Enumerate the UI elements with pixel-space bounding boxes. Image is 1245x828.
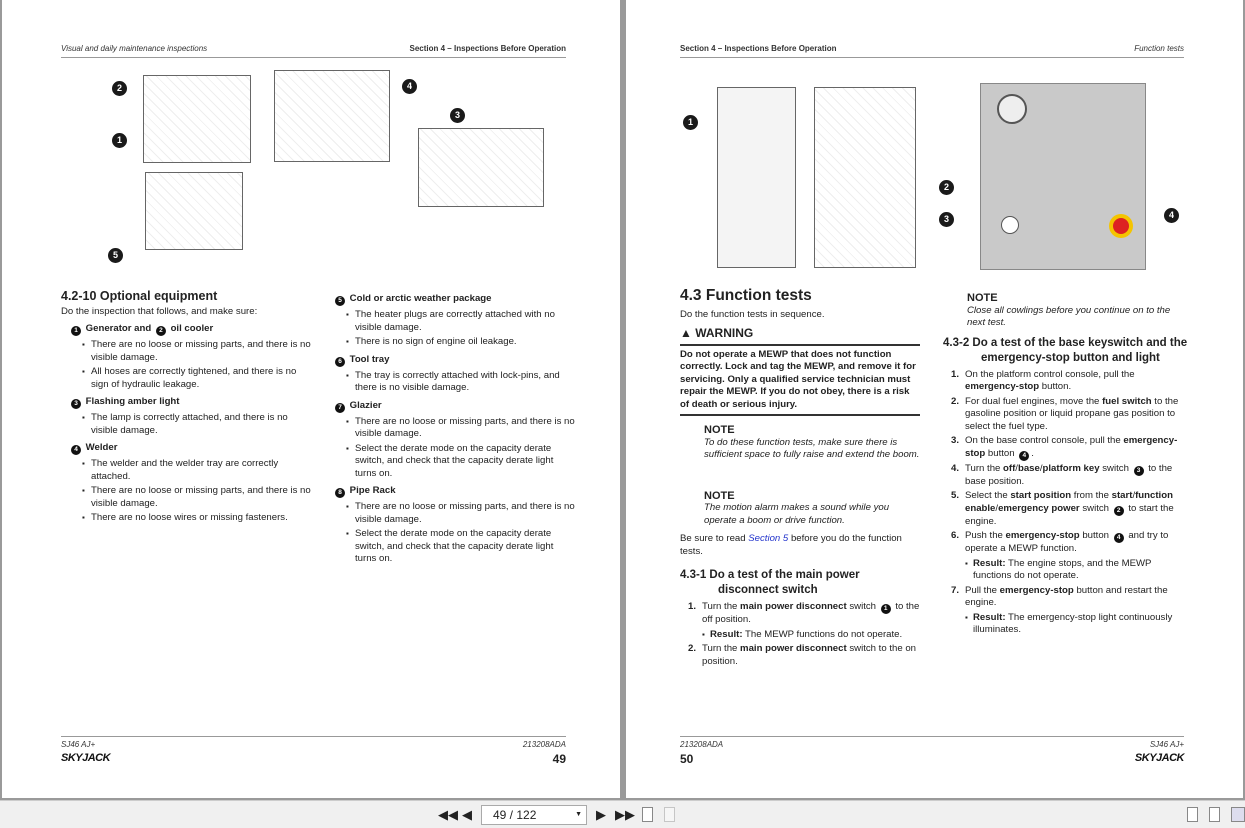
callout-badge: 4 xyxy=(1019,451,1029,461)
text-segment: to the base position. xyxy=(965,462,1173,487)
warning-heading xyxy=(680,327,920,340)
footer-rule xyxy=(680,736,1184,737)
viewer-toolbar xyxy=(0,800,1245,828)
text-segment: to the off position. xyxy=(702,601,920,625)
equipment-group-title xyxy=(333,354,575,367)
callout-badge: 3 xyxy=(450,108,465,123)
section-5-link[interactable]: Section 5 xyxy=(748,533,789,544)
welder-illustration xyxy=(145,172,243,250)
bold-text: Generator and xyxy=(83,323,154,334)
text-segment: to start the engine. xyxy=(965,502,1174,527)
subsection-title: 4.3-2 Do a test of the base keyswitch and the emergency-stop button and light xyxy=(943,336,1188,364)
bold-text: start position xyxy=(1010,490,1072,501)
left-column-2 xyxy=(325,288,575,568)
callout-badge: 4 xyxy=(71,445,81,455)
skyjack-logo: SKYJACK xyxy=(1134,752,1184,764)
bold-text: platform key xyxy=(1042,462,1100,474)
text-segment: switch xyxy=(846,601,879,612)
step-item xyxy=(943,463,1188,489)
continuous-view-icon[interactable] xyxy=(1209,807,1220,822)
hour-meter-icon xyxy=(997,94,1027,124)
step-item xyxy=(680,643,920,668)
page-49 xyxy=(2,0,620,798)
text-segment: The engine stops, and the MEWP functions do not operate. xyxy=(973,557,1152,581)
read-section-paragraph xyxy=(680,533,920,558)
callout-badge: 4 xyxy=(1164,208,1179,223)
equipment-groups xyxy=(325,293,575,566)
equipment-group-title xyxy=(69,323,311,336)
text-segment: / xyxy=(1132,490,1136,501)
equipment-group-title xyxy=(333,400,575,413)
generator-illustration xyxy=(143,75,251,163)
footer-doc-code: 213208ADA xyxy=(680,740,724,749)
text-segment: switch to the on position. xyxy=(702,643,916,667)
note-box xyxy=(704,424,920,462)
note-label: NOTE xyxy=(704,489,735,502)
step-item xyxy=(943,585,1188,610)
left-column-1 xyxy=(61,290,311,527)
bullet-item: ▪ The lamp is correctly attached, and there is no visible damage. xyxy=(61,412,311,437)
callout-badge: 1 xyxy=(881,604,891,614)
equipment-group-title xyxy=(333,485,575,498)
note-label: NOTE xyxy=(704,424,735,436)
bold-text: main power disconnect xyxy=(740,601,847,612)
bold-text: emergency-stop xyxy=(965,381,1040,392)
bold-text: function enable xyxy=(965,490,1173,514)
text-segment: button xyxy=(985,447,1018,459)
bold-text: Result: xyxy=(710,628,743,640)
header-rule xyxy=(61,57,566,58)
bullet-item: ▪ There are no loose or missing parts, and there is no visible damage. xyxy=(325,501,575,526)
paste-page-icon[interactable] xyxy=(664,807,675,822)
text-segment: Be sure to read xyxy=(680,533,749,544)
footer-rule xyxy=(61,736,566,737)
bold-text: emergency-stop xyxy=(965,435,1178,459)
step-number: 5. xyxy=(951,490,960,501)
right-column-1 xyxy=(680,287,920,670)
skyjack-logo: SKYJACK xyxy=(61,752,111,764)
note-text: To do these function tests, make sure there is sufficient space to fully raise and extend the boom. xyxy=(704,436,920,460)
footer-model: SJ46 AJ+ xyxy=(61,740,96,749)
copy-page-icon[interactable] xyxy=(642,807,653,822)
bold-text: Tool tray xyxy=(347,353,390,365)
section-intro: Do the inspection that follows, and make sure: xyxy=(61,305,258,317)
step-item xyxy=(943,490,1188,528)
callout-badge: 2 xyxy=(1114,506,1124,516)
text-segment: button xyxy=(1079,530,1112,541)
engine-bay-illustration xyxy=(814,87,916,268)
equipment-groups xyxy=(61,323,311,525)
bold-text: Result: xyxy=(973,557,1006,569)
step-number: 4. xyxy=(951,462,960,474)
text-segment: switch xyxy=(1079,502,1112,514)
footer-model: SJ46 AJ+ xyxy=(1149,740,1184,749)
running-header-right: Section 4 – Inspections Before Operation xyxy=(409,44,566,53)
text-segment: Push the xyxy=(965,530,1006,541)
steps-list xyxy=(943,369,1188,637)
step-result xyxy=(680,629,920,642)
text-segment: to the gasoline position or liquid propane gas position to select the fuel type. xyxy=(965,395,1179,432)
callout-badge: 8 xyxy=(335,488,345,498)
step-number: 3. xyxy=(951,435,960,446)
warning-triangle-icon: ▲ xyxy=(680,326,696,340)
text-segment: and try to operate a MEWP function. xyxy=(965,530,1169,554)
footer-doc-code: 213208ADA xyxy=(522,740,566,749)
callout-badge: 7 xyxy=(335,403,345,413)
text-segment: button and restart the engine. xyxy=(965,584,1168,608)
bullet-item: ▪ There are no loose or missing parts, and there is no visible damage. xyxy=(61,485,311,510)
bold-text: emergency power xyxy=(998,502,1080,514)
text-segment: Select the xyxy=(965,490,1011,501)
keyswitch-icon xyxy=(1001,216,1019,234)
last-page-icon[interactable]: ▶▶ xyxy=(615,807,635,822)
bullet-item: ▪ There is no sign of engine oil leakage. xyxy=(325,336,575,349)
chevron-down-icon[interactable]: ▼ xyxy=(575,811,582,818)
step-number: 1. xyxy=(688,601,697,612)
callout-badge: 5 xyxy=(335,296,345,306)
bold-text: fuel switch xyxy=(1102,395,1152,407)
note-text: The motion alarm makes a sound while you operate a boom or drive function. xyxy=(704,502,890,526)
section-intro: Do the function tests in sequence. xyxy=(680,308,825,320)
bold-text: Flashing amber light xyxy=(83,396,180,407)
bold-text: main power disconnect xyxy=(740,643,847,654)
equipment-group-title xyxy=(333,293,575,306)
step-result xyxy=(943,558,1188,583)
callout-badge: 1 xyxy=(71,326,81,336)
page-number-value: 49 / 122 xyxy=(493,808,537,822)
equipment-group-title xyxy=(69,396,311,409)
callout-badge: 3 xyxy=(939,212,954,227)
section-title: 4.3 Function tests xyxy=(680,287,812,304)
step-item xyxy=(943,396,1188,434)
disconnect-switch-illustration xyxy=(717,87,796,268)
bullet-item: ▪ All hoses are correctly tightened, and there is no sign of hydraulic leakage. xyxy=(61,366,311,391)
callout-badge: 6 xyxy=(335,357,345,367)
text-segment: On the platform control console, pull the xyxy=(965,368,1135,380)
bullet-item: ▪ The welder and the welder tray are correctly attached. xyxy=(61,458,311,483)
callout-badge: 3 xyxy=(71,399,81,409)
text-segment: For dual fuel engines, move the xyxy=(965,395,1103,407)
callout-badge: 2 xyxy=(939,180,954,195)
callout-badge: 1 xyxy=(112,133,127,148)
bold-text: off xyxy=(1003,462,1016,474)
amber-light-illustration xyxy=(418,128,544,207)
two-page-view-icon[interactable] xyxy=(1231,807,1245,822)
bold-text: base xyxy=(1017,462,1040,474)
base-control-panel-illustration xyxy=(980,83,1146,270)
page-number: 49 xyxy=(552,752,566,766)
callout-badge: 1 xyxy=(683,115,698,130)
page-number-field[interactable] xyxy=(481,805,587,825)
callout-badge: 2 xyxy=(112,81,127,96)
warning-text: Do not operate a MEWP that does not function correctly. Lock and tag the MEWP, and remove it for servicing. Only a qualified service technician must repair the MEWP. If you do not obey, there is a risk of death or serious injury. xyxy=(680,344,920,417)
text-segment: Pull the xyxy=(965,584,1000,596)
text-segment: / xyxy=(1039,462,1043,474)
note-label: NOTE xyxy=(967,292,998,304)
bold-text: Cold or arctic weather package xyxy=(347,293,492,304)
step-number: 2. xyxy=(951,395,960,407)
section-title: 4.2-10 Optional equipment xyxy=(61,289,218,303)
step-item xyxy=(943,435,1188,461)
bullet-item: ▪ There are no loose or missing parts, and there is no visible damage. xyxy=(61,339,311,364)
step-item xyxy=(943,530,1188,556)
single-page-view-icon[interactable] xyxy=(1187,807,1198,822)
callout-badge: 3 xyxy=(1134,466,1144,476)
text-segment: button. xyxy=(1039,381,1072,392)
text-segment: switch xyxy=(1099,462,1132,474)
bullet-item: ▪ The heater plugs are correctly attached with no visible damage. xyxy=(325,309,575,334)
emergency-stop-icon xyxy=(1109,214,1133,238)
step-item xyxy=(943,369,1188,394)
bold-text: Result: xyxy=(973,611,1006,623)
running-header-left: Section 4 – Inspections Before Operation xyxy=(680,44,837,53)
text-segment: Turn the xyxy=(702,643,741,654)
callout-badge: 2 xyxy=(156,326,166,336)
step-number: 7. xyxy=(951,584,960,596)
bold-text: start xyxy=(1111,490,1133,501)
bullet-item: ▪ There are no loose wires or missing fasteners. xyxy=(61,512,311,525)
running-header-right: Function tests xyxy=(1134,44,1184,53)
right-column-2 xyxy=(943,292,1188,639)
text-segment: Turn the xyxy=(702,601,741,612)
first-page-icon[interactable]: ◀◀ xyxy=(438,807,458,822)
steps-list xyxy=(680,601,920,668)
callout-badge: 4 xyxy=(402,79,417,94)
bullet-item: ▪ The tray is correctly attached with lock-pins, and there is no visible damage. xyxy=(325,370,575,395)
bold-text: emergency-stop xyxy=(999,584,1074,596)
text-segment: The emergency-stop light continuously illuminates. xyxy=(973,611,1173,635)
bullet-item: ▪ Select the derate mode on the capacity derate switch, and check that the capacity derate light turns on. xyxy=(325,443,575,481)
text-segment: before you do the function tests. xyxy=(680,533,902,557)
bullet-item: ▪ Select the derate mode on the capacity derate switch, and check that the capacity derate light turns on. xyxy=(325,528,575,566)
page-50 xyxy=(626,0,1243,798)
bold-text: oil cooler xyxy=(167,323,214,334)
text-segment: / xyxy=(1015,462,1018,474)
text-segment: The MEWP functions do not operate. xyxy=(742,628,903,640)
running-header-left: Visual and daily maintenance inspections xyxy=(61,44,208,53)
callout-badge: 5 xyxy=(108,248,123,263)
page-number: 50 xyxy=(680,752,694,766)
text-segment: Turn the xyxy=(965,462,1004,474)
bold-text: Glazier xyxy=(347,399,382,411)
previous-page-icon[interactable]: ◀ xyxy=(462,807,472,822)
note-box xyxy=(967,292,1188,330)
equipment-group-title xyxy=(69,442,311,455)
step-item xyxy=(680,601,920,627)
header-rule xyxy=(680,57,1184,58)
note-text: Close all cowlings before you continue on to the next test. xyxy=(967,304,1171,328)
bullet-item: ▪ There are no loose or missing parts, and there is no visible damage. xyxy=(325,416,575,441)
bold-text: Welder xyxy=(83,442,118,453)
text-segment: . xyxy=(1031,447,1034,459)
callout-badge: 4 xyxy=(1114,533,1124,543)
warning-label: WARNING xyxy=(695,326,754,340)
step-number: 6. xyxy=(951,530,960,541)
platform-illustration xyxy=(274,70,390,162)
bold-text: emergency-stop xyxy=(1005,530,1080,541)
text-segment: On the base control console, pull the xyxy=(965,435,1124,446)
step-result xyxy=(943,612,1188,637)
bold-text: Pipe Rack xyxy=(347,485,396,496)
subsection-title: 4.3-1 Do a test of the main power disconnect switch xyxy=(680,569,860,596)
text-segment: from the xyxy=(1071,490,1112,501)
next-page-icon[interactable]: ▶ xyxy=(596,807,606,822)
note-box xyxy=(704,490,920,528)
text-segment: / xyxy=(995,502,999,514)
step-number: 1. xyxy=(951,368,960,380)
step-number: 2. xyxy=(688,643,697,654)
